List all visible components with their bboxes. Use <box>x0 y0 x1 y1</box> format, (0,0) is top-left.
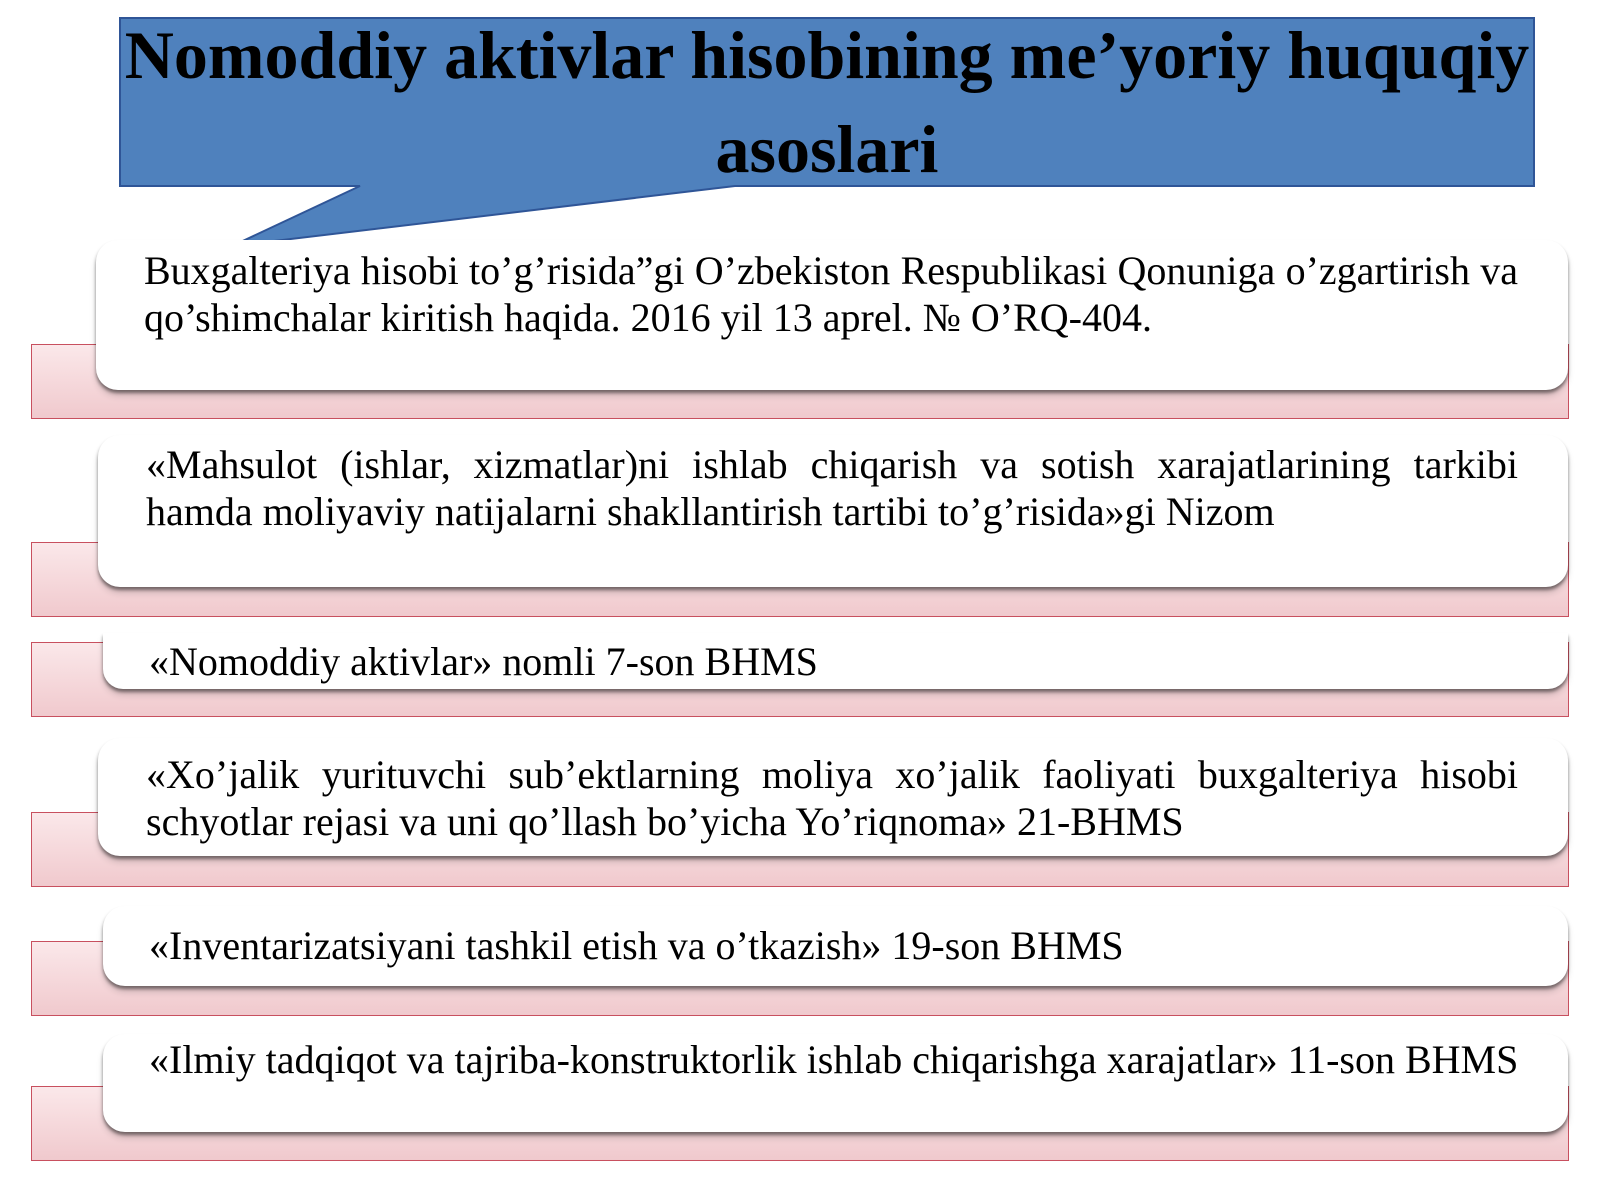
item-2-card <box>98 435 1568 587</box>
item-1-text: Buxgalteriya hisobi to’g’risida”gi O’zbekiston Respublikasi Qonuniga o’zgartirish va qo’shimchalar kiritish haqida. 2016 yil 13 aprel. № O’RQ-404. <box>144 248 1518 340</box>
item-4-text: «Xo’jalik yurituvchi sub’ektlarning moliya xo’jalik faoliyati buxgalteriya hisobi schyotlar rejasi va uni qo’llash bo’yicha Yo’riqnoma» 21-BHMS <box>146 752 1518 844</box>
item-1-card <box>96 240 1568 390</box>
item-5-text: «Inventarizatsiyani tashkil etish va o’tkazish» 19-son BHMS <box>149 923 1124 968</box>
item-4-card <box>98 738 1568 856</box>
item-2-text: «Mahsulot (ishlar, xizmatlar)ni ishlab chiqarish va sotish xarajatlarining tarkibi hamda moliyaviy natijalarni shakllantirish tartibi to’g’risida»gi Nizom <box>146 442 1518 534</box>
item-3-text: «Nomoddiy aktivlar» nomli 7-son BHMS <box>149 639 818 684</box>
item-6-card <box>103 1034 1568 1132</box>
item-6-text: «Ilmiy tadqiqot va tajriba-konstruktorlik ishlab chiqarishga xarajatlar» 11-son BHMS <box>149 1037 1519 1082</box>
item-5-card <box>103 906 1568 986</box>
item-3-card <box>103 633 1568 689</box>
slide-title: Nomoddiy aktivlar hisobining me’yoriy huquqiy asoslari <box>124 17 1530 187</box>
